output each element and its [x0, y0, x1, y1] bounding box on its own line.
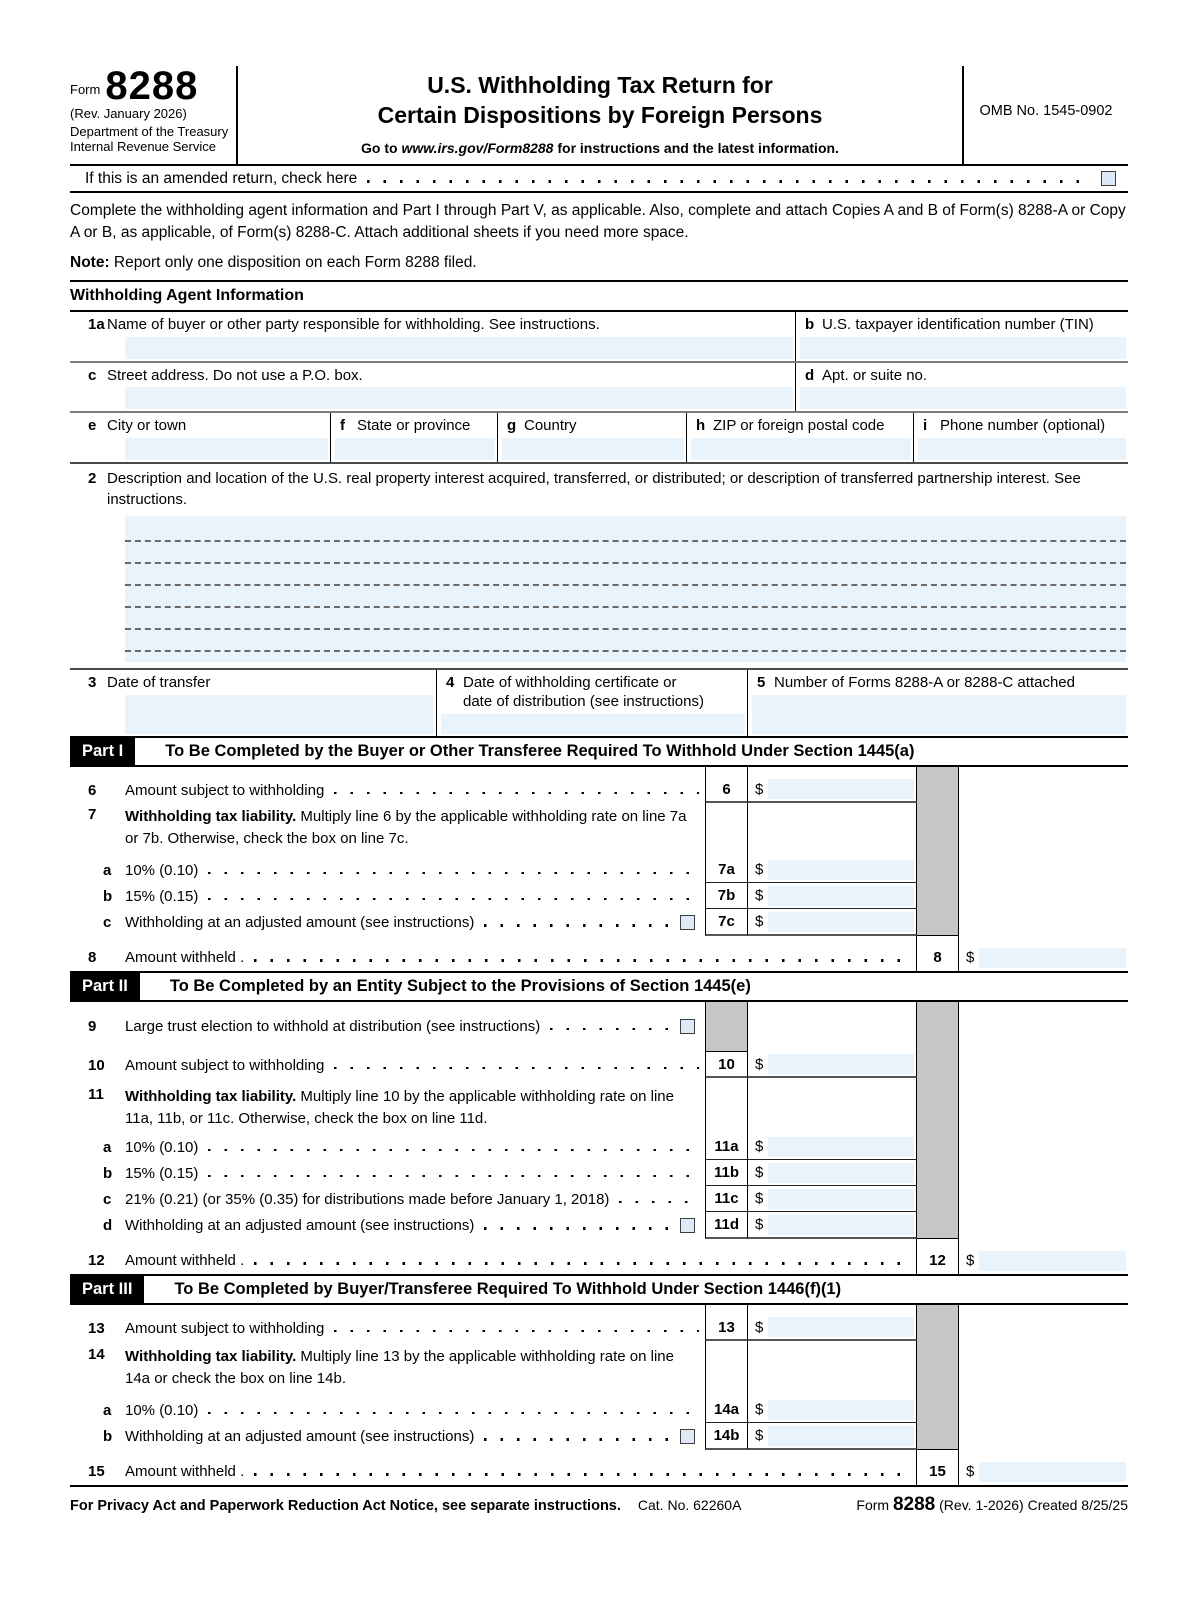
line11d-checkbox[interactable]: [680, 1218, 695, 1233]
line3-4-5-row: [70, 670, 1128, 736]
dollar-sign: $: [755, 1216, 764, 1234]
line15-amount-input[interactable]: [979, 1462, 1126, 1482]
line1b-number: b: [805, 315, 815, 333]
form-title-block: [238, 66, 964, 164]
dollar-sign: $: [755, 887, 764, 905]
form-number: 8288: [105, 64, 199, 108]
line11-number: 11: [88, 1086, 104, 1104]
line10-amount-input[interactable]: [768, 1054, 914, 1074]
catalog-number: Cat. No. 62260A: [637, 1497, 742, 1514]
city-input[interactable]: [125, 438, 328, 460]
line4-number: 4: [446, 674, 455, 692]
line12-number: 12: [88, 1252, 105, 1270]
line7a-label: 10% (0.10): [125, 861, 199, 879]
dot-leader: [208, 1412, 699, 1415]
part3-title: To Be Completed by Buyer/Transferee Required To Withhold Under Section 1446(f)(1): [174, 1280, 842, 1299]
dollar-sign: $: [755, 1164, 764, 1182]
line5-label: Number of Forms 8288-A or 8288-C attached: [774, 674, 1075, 692]
dot-leader: [334, 1330, 699, 1333]
part1-body: [70, 767, 1128, 971]
line10-label: Amount subject to withholding: [125, 1056, 325, 1074]
line13-amount-input[interactable]: [768, 1317, 914, 1337]
line7b-number: b: [103, 887, 113, 905]
line15-label: Amount withheld .: [125, 1463, 245, 1481]
line14b-box: 14b: [705, 1423, 748, 1450]
line11a-box: 11a: [705, 1134, 748, 1160]
line1a-label: Name of buyer or other party responsible for withholding. See instructions.: [107, 315, 600, 333]
dot-leader: [484, 1438, 668, 1441]
dept-treasury: Department of the Treasury: [70, 124, 229, 139]
dot-leader: [254, 1262, 910, 1265]
line5-number: 5: [757, 674, 766, 692]
dot-leader: [208, 898, 699, 901]
line1c-number: c: [88, 366, 97, 384]
line8-box: 8: [916, 944, 959, 971]
line7-label-bold: Withholding tax liability.: [125, 808, 297, 826]
goto-suffix: for instructions and the latest information.: [553, 139, 839, 156]
line7a-box: 7a: [705, 857, 748, 883]
line3-number: 3: [88, 674, 97, 692]
goto-prefix: Go to: [361, 139, 402, 156]
line7c-number: c: [103, 914, 112, 932]
line11b-box: 11b: [705, 1160, 748, 1186]
country-input[interactable]: [502, 438, 684, 460]
agency-irs: Internal Revenue Service: [70, 139, 216, 155]
line11b-number: b: [103, 1164, 113, 1182]
line6-number: 6: [88, 781, 97, 799]
dollar-sign: $: [755, 1138, 764, 1156]
part3-body: [70, 1305, 1128, 1487]
line11-label-rest: Multiply line 10 by the applicable withholding rate on line 11a, 11b, or 11c. Otherwise, check the box on line 11d.: [125, 1088, 674, 1127]
dot-leader: [208, 872, 699, 875]
dot-leader: [550, 1028, 668, 1031]
note-line: [70, 254, 1128, 272]
dollar-sign: $: [755, 1190, 764, 1208]
line10-number: 10: [88, 1056, 105, 1074]
amended-return-row: [70, 166, 1128, 193]
form-id-block: [70, 66, 238, 164]
dollar-sign: $: [755, 913, 764, 931]
footer-form-word: Form: [856, 1497, 893, 1514]
form-title-line2: Certain Dispositions by Foreign Persons: [377, 101, 823, 128]
line11a-amount-input[interactable]: [768, 1137, 914, 1157]
note-label: Note:: [70, 253, 110, 271]
line11c-label: 21% (0.21) (or 35% (0.35) for distributions made before January 1, 2018): [125, 1190, 610, 1208]
line13-number: 13: [88, 1319, 105, 1337]
withholding-agent-heading: Withholding Agent Information: [70, 286, 304, 304]
footer-form-revision: (Rev. 1-2026) Created 8/25/25: [935, 1497, 1128, 1514]
dot-leader: [484, 924, 668, 927]
line8-number: 8: [88, 949, 97, 967]
form-word: Form: [70, 82, 101, 97]
line14b-amount-input[interactable]: [768, 1426, 914, 1446]
goto-instructions-line: [238, 140, 962, 156]
line1d-number: d: [805, 366, 815, 384]
line7c-box: 7c: [705, 909, 748, 936]
line4-label-line1: Date of withholding certificate or: [463, 674, 677, 692]
dot-leader: [484, 1227, 668, 1230]
part2-title: To Be Completed by an Entity Subject to the Provisions of Section 1445(e): [169, 977, 751, 996]
line14b-label: Withholding at an adjusted amount (see instructions): [125, 1428, 475, 1446]
dollar-sign: $: [755, 1427, 764, 1445]
form-revision: (Rev. January 2026): [70, 106, 187, 121]
dot-leader: [619, 1201, 699, 1204]
line1a-number: 1a: [88, 315, 105, 333]
line7a-number: a: [103, 861, 112, 879]
part2-tag: Part II: [70, 973, 140, 1000]
line9-checkbox[interactable]: [680, 1019, 695, 1034]
dot-leader: [334, 792, 699, 795]
line11a-number: a: [103, 1138, 112, 1156]
line2-number: 2: [88, 470, 97, 488]
line8-amount-input[interactable]: [979, 948, 1126, 968]
line7c-amount-input[interactable]: [768, 912, 914, 932]
form-title-line1: U.S. Withholding Tax Return for: [427, 72, 773, 98]
dashed-writing-line: [125, 542, 1126, 564]
part3-tag: Part III: [70, 1276, 144, 1303]
line11a-label: 10% (0.10): [125, 1138, 199, 1156]
line11c-number: c: [103, 1190, 112, 1208]
dollar-sign: $: [966, 1463, 975, 1481]
line1g-label: Country: [524, 417, 577, 435]
line3-label: Date of transfer: [107, 674, 211, 692]
line12-label: Amount withheld .: [125, 1252, 245, 1270]
line1h-number: h: [696, 417, 706, 435]
footer-form-number: 8288: [892, 1494, 936, 1516]
line6-box: 6: [705, 777, 748, 803]
dollar-sign: $: [966, 949, 975, 967]
line15-box: 15: [916, 1458, 959, 1485]
completion-instructions: Complete the withholding agent information and Part I through Part V, as applicable. Also, complete and attach Copies A and B of Form(s) 8288-A or Copy A or B, as applicable, of Form(s) 8288-C. Attach additional sheets if you need more space.: [70, 202, 1126, 242]
line1c-label: Street address. Do not use a P.O. box.: [107, 366, 363, 384]
line14-label-rest: Multiply line 13 by the applicable withholding rate on line 14a or check the box on line 14b.: [125, 1348, 674, 1387]
line14a-box: 14a: [705, 1397, 748, 1423]
line12-amount-input[interactable]: [979, 1251, 1126, 1271]
line1e-number: e: [88, 417, 97, 435]
line1i-number: i: [923, 417, 928, 435]
dot-leader: [254, 1473, 910, 1476]
date-of-transfer-input[interactable]: [125, 695, 434, 734]
part1-header: [70, 736, 1128, 767]
line14a-amount-input[interactable]: [768, 1400, 914, 1420]
state-input[interactable]: [335, 438, 495, 460]
line6-label: Amount subject to withholding: [125, 781, 325, 799]
line14a-number: a: [103, 1401, 112, 1419]
dollar-sign: $: [966, 1252, 975, 1270]
amended-return-checkbox[interactable]: [1101, 171, 1116, 186]
line1h-label: ZIP or foreign postal code: [713, 417, 885, 435]
dashed-writing-line: [125, 564, 1126, 586]
line1f-number: f: [340, 417, 345, 435]
line11c-amount-input[interactable]: [768, 1189, 914, 1209]
dollar-sign: $: [755, 1318, 764, 1336]
dot-leader: [208, 1149, 699, 1152]
tin-input[interactable]: [800, 337, 1126, 359]
amended-return-label: If this is an amended return, check here: [85, 169, 358, 187]
zip-input[interactable]: [691, 438, 911, 460]
forms-attached-input[interactable]: [752, 695, 1126, 734]
dollar-sign: $: [755, 1055, 764, 1073]
phone-input[interactable]: [918, 438, 1126, 460]
form-header: [70, 66, 1128, 166]
line11d-box: 11d: [705, 1212, 748, 1239]
line4-label-line2: date of distribution (see instructions): [463, 692, 704, 710]
street-address-input[interactable]: [125, 387, 793, 409]
line11c-box: 11c: [705, 1186, 748, 1212]
line7c-checkbox[interactable]: [680, 915, 695, 930]
privacy-act-notice: For Privacy Act and Paperwork Reduction Act Notice, see separate instructions.: [70, 1498, 621, 1515]
line7b-box: 7b: [705, 883, 748, 909]
note-text: Report only one disposition on each Form 8288 filed.: [109, 253, 477, 271]
line11b-amount-input[interactable]: [768, 1163, 914, 1183]
description-textarea[interactable]: [125, 516, 1126, 662]
line14b-number: b: [103, 1428, 113, 1446]
line2-label: Description and location of the U.S. real property interest acquired, transferred, or distributed; or description of transferred partnership interest. See instructions.: [107, 470, 1081, 509]
line1d-label: Apt. or suite no.: [822, 366, 928, 384]
part2-header: [70, 971, 1128, 1002]
footer-form-id: [856, 1494, 1128, 1516]
line9-number: 9: [88, 1017, 97, 1035]
line1g-number: g: [507, 417, 517, 435]
dashed-writing-line: [125, 630, 1126, 652]
section-divider: [70, 280, 1128, 282]
line11d-number: d: [103, 1217, 113, 1235]
line7-label-rest: Multiply line 6 by the applicable withholding rate on line 7a or 7b. Otherwise, check the box on line 7c.: [125, 808, 687, 847]
dashed-writing-line: [125, 520, 1126, 542]
withholding-agent-table: [70, 310, 1128, 736]
form-footer: [70, 1494, 1128, 1516]
line14-label-bold: Withholding tax liability.: [125, 1348, 297, 1366]
line7c-label: Withholding at an adjusted amount (see instructions): [125, 914, 475, 932]
line14a-label: 10% (0.10): [125, 1401, 199, 1419]
dollar-sign: $: [755, 780, 764, 798]
line11-label-bold: Withholding tax liability.: [125, 1088, 297, 1106]
irs-url: www.irs.gov/Form8288: [401, 139, 554, 156]
line6-amount-input[interactable]: [768, 779, 914, 799]
part1-tag: Part I: [70, 738, 135, 765]
line7b-label: 15% (0.15): [125, 887, 199, 905]
omb-number: OMB No. 1545-0902: [979, 103, 1113, 119]
dollar-sign: $: [755, 861, 764, 879]
line14b-checkbox[interactable]: [680, 1429, 695, 1444]
dashed-writing-line: [125, 586, 1126, 608]
line2-row: [70, 464, 1128, 670]
line12-box: 12: [916, 1247, 959, 1274]
dot-leader: [367, 180, 1087, 183]
line1i-label: Phone number (optional): [940, 417, 1106, 435]
buyer-name-input[interactable]: [125, 337, 793, 359]
line13-box: 13: [705, 1315, 748, 1341]
part1-title: To Be Completed by the Buyer or Other Transferee Required To Withhold Under Section 1445(a): [165, 742, 915, 761]
line7a-amount-input[interactable]: [768, 860, 914, 880]
line11d-label: Withholding at an adjusted amount (see instructions): [125, 1217, 475, 1235]
line10-box: 10: [705, 1052, 748, 1078]
line1b-label: U.S. taxpayer identification number (TIN): [822, 315, 1094, 333]
line13-label: Amount subject to withholding: [125, 1319, 325, 1337]
line1f-label: State or province: [357, 417, 471, 435]
certificate-date-input[interactable]: [441, 714, 745, 735]
dot-leader: [254, 959, 910, 962]
line14-number: 14: [88, 1346, 105, 1364]
line8-label: Amount withheld .: [125, 949, 245, 967]
part3-header: [70, 1274, 1128, 1305]
line15-number: 15: [88, 1463, 105, 1481]
part2-body: [70, 1002, 1128, 1274]
dot-leader: [334, 1067, 699, 1070]
dashed-writing-line: [125, 608, 1126, 630]
dot-leader: [208, 1175, 699, 1178]
line9-label: Large trust election to withhold at distribution (see instructions): [125, 1017, 541, 1035]
dollar-sign: $: [755, 1401, 764, 1419]
line11d-amount-input[interactable]: [768, 1215, 914, 1235]
line7b-amount-input[interactable]: [768, 886, 914, 906]
form-8288-page: [70, 66, 1128, 1516]
line1e-label: City or town: [107, 417, 187, 435]
apt-suite-input[interactable]: [800, 387, 1126, 409]
line7-number: 7: [88, 806, 97, 824]
line11b-label: 15% (0.15): [125, 1164, 199, 1182]
